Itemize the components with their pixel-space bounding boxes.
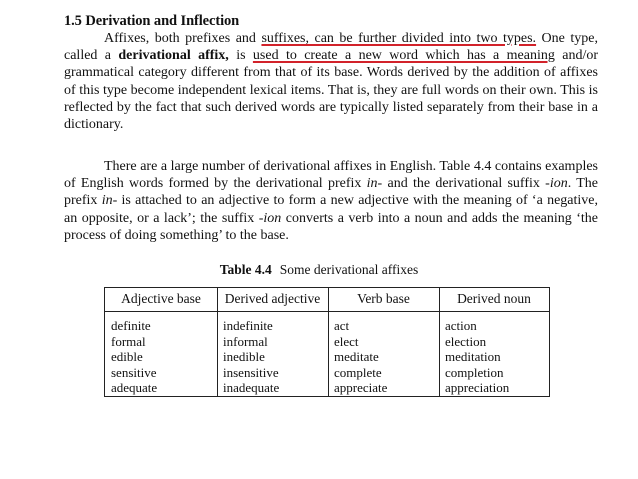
table-cell: informal — [223, 333, 268, 349]
table-header-derived-adjective: Derived adjective — [224, 291, 321, 306]
column-derived-noun — [445, 318, 509, 396]
paragraph-2 — [64, 158, 598, 244]
table-cell: elect — [334, 333, 359, 349]
table-caption — [0, 262, 638, 278]
table-header-derived-noun: Derived noun — [457, 291, 531, 306]
affix-in: in- — [366, 176, 383, 192]
table-cell: formal — [111, 333, 146, 349]
table-cell: meditate — [334, 349, 379, 364]
table-cell: election — [445, 333, 487, 349]
p2-text: . The prefix — [64, 176, 599, 209]
column-derived-adjective — [223, 318, 279, 396]
table-cell: edible — [111, 349, 143, 364]
table-cell: sensitive — [111, 364, 157, 380]
table-cell: inedible — [223, 349, 265, 364]
header-divider — [105, 311, 549, 312]
table-cell: insensitive — [223, 364, 279, 380]
highlight-underline-1: suffixes, can be further divided into two types. — [261, 31, 537, 46]
table-cell: inadequate — [223, 380, 280, 395]
p2-text: is attached to an adjective to form a new adjective with the meaning of ‘a negative, an opposite, or a lack’; the suffix — [64, 193, 598, 226]
derivational-affix-table — [104, 287, 550, 397]
section-heading: 1.5 Derivation and Inflection — [64, 13, 240, 29]
table-header-adjective-base: Adjective base — [121, 291, 201, 306]
table-cell: appreciate — [334, 380, 388, 395]
column-verb-base — [334, 318, 387, 396]
p1-text: Affixes, both prefixes and — [104, 31, 262, 46]
p1-text: is — [228, 48, 253, 64]
paragraph-1 — [64, 30, 598, 133]
highlight-underline-2: used to create a new word which has a meaning — [252, 48, 555, 64]
table-cell: indefinite — [223, 318, 273, 333]
table-cell: appreciation — [445, 380, 510, 395]
table-cell: definite — [111, 318, 151, 333]
table-cell: adequate — [111, 380, 158, 395]
table-cell: act — [334, 318, 350, 333]
affix-ion: -ion — [258, 210, 282, 226]
table-number: Table 4.4 — [219, 262, 272, 277]
affix-in: in- — [101, 193, 118, 209]
table-cell: action — [445, 318, 477, 333]
table-cell: completion — [445, 364, 504, 380]
column-adjective-base — [111, 318, 157, 396]
p1-text: One type, called a — [64, 31, 598, 64]
p2-text: and the derivational suffix — [382, 176, 546, 192]
table-cell: complete — [334, 364, 382, 380]
p2-text: converts a verb into a noun and adds the meaning ‘the process of doing something’ to the base. — [64, 210, 598, 243]
table-header-verb-base: Verb base — [357, 291, 410, 306]
affix-ion: -ion — [545, 176, 568, 192]
table-cell: meditation — [445, 349, 501, 364]
p2-text: There are a large number of derivational affixes in English. Table 4.4 contains examples of English words formed by the derivational prefix — [64, 159, 598, 192]
table-title: Some derivational affixes — [279, 262, 419, 277]
p1-text: and/or grammatical category different from that of its base. Words derived by the addition of affixes of this type become independent lexical items. That is, they are full words on their own. This is reflected by the fact that such derived words are typically listed separately from their base in a dictionary. — [64, 48, 598, 133]
term-derivational-affix: derivational affix, — [118, 48, 229, 64]
